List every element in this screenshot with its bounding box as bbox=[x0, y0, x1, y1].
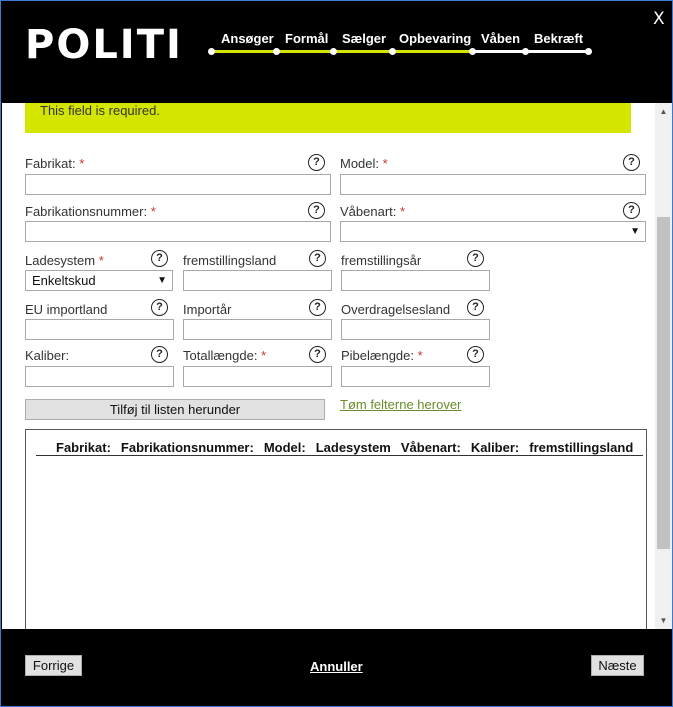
kaliber-help-icon[interactable]: ? bbox=[151, 346, 168, 363]
pibelaengde-label: Pibelængde: * bbox=[341, 348, 423, 363]
step-dot bbox=[389, 48, 396, 55]
step-ansoger[interactable]: Ansøger bbox=[221, 31, 274, 46]
eu-importland-help-icon[interactable]: ? bbox=[151, 299, 168, 316]
kaliber-input[interactable] bbox=[25, 366, 174, 387]
column-header: Fabrikat: bbox=[56, 440, 111, 455]
weapons-table bbox=[25, 429, 647, 629]
progress-line-completed bbox=[211, 50, 470, 53]
header bbox=[1, 1, 672, 103]
step-bekraeft[interactable]: Bekræft bbox=[534, 31, 584, 46]
validation-alert bbox=[25, 103, 631, 133]
ladesystem-value: Enkeltskud bbox=[32, 273, 96, 288]
scrollbar-thumb[interactable] bbox=[657, 217, 670, 549]
form-content bbox=[2, 103, 655, 629]
overdragelsesland-input[interactable] bbox=[341, 319, 490, 340]
eu-importland-label: EU importland bbox=[25, 302, 108, 317]
validation-message: This field is required. bbox=[40, 103, 160, 118]
step-dot bbox=[585, 48, 592, 55]
pibelaengde-input[interactable] bbox=[341, 366, 490, 387]
fremstillingsaar-input[interactable] bbox=[341, 270, 490, 291]
fabrikat-input[interactable] bbox=[25, 174, 331, 195]
politi-logo: POLITI bbox=[25, 22, 183, 68]
vaabenart-select[interactable] bbox=[340, 221, 646, 242]
chevron-down-icon: ▼ bbox=[157, 275, 167, 286]
column-header: Fabrikationsnummer: bbox=[120, 440, 254, 455]
step-saelger[interactable]: Sælger bbox=[342, 31, 387, 46]
importaar-help-icon[interactable]: ? bbox=[309, 299, 326, 316]
table-header-row bbox=[36, 440, 643, 456]
footer bbox=[1, 629, 672, 706]
importaar-input[interactable] bbox=[183, 319, 332, 340]
fremstillingsland-label: fremstillingsland bbox=[183, 253, 277, 268]
totallaengde-label: Totallængde: * bbox=[183, 348, 267, 363]
totallaengde-help-icon[interactable]: ? bbox=[309, 346, 326, 363]
fabrikat-help-icon[interactable]: ? bbox=[308, 154, 325, 171]
vaabenart-help-icon[interactable]: ? bbox=[623, 202, 640, 219]
pibelaengde-help-icon[interactable]: ? bbox=[467, 346, 484, 363]
ladesystem-help-icon[interactable]: ? bbox=[151, 250, 168, 267]
step-vaaben[interactable]: Våben bbox=[481, 31, 521, 46]
fremstillingsaar-help-icon[interactable]: ? bbox=[467, 250, 484, 267]
overdragelsesland-label: Overdragelsesland bbox=[341, 302, 451, 317]
chevron-down-icon: ▼ bbox=[630, 226, 640, 237]
cancel-link[interactable]: Annuller bbox=[310, 659, 363, 674]
column-header: fremstillingsland bbox=[529, 440, 634, 455]
scroll-up-arrow-icon[interactable]: ▲ bbox=[659, 107, 668, 116]
scroll-down-arrow-icon[interactable]: ▼ bbox=[659, 616, 668, 625]
step-dot bbox=[330, 48, 337, 55]
ladesystem-select[interactable] bbox=[25, 270, 173, 291]
overdragelsesland-help-icon[interactable]: ? bbox=[467, 299, 484, 316]
vertical-scrollbar[interactable] bbox=[655, 103, 672, 629]
model-input[interactable] bbox=[340, 174, 646, 195]
fabrikationsnummer-help-icon[interactable]: ? bbox=[308, 202, 325, 219]
clear-fields-link[interactable]: Tøm felterne herover bbox=[340, 397, 462, 412]
step-dot bbox=[273, 48, 280, 55]
model-help-icon[interactable]: ? bbox=[623, 154, 640, 171]
fabrikationsnummer-input[interactable] bbox=[25, 221, 331, 242]
fabrikationsnummer-label: Fabrikationsnummer: * bbox=[25, 204, 156, 219]
step-dot bbox=[208, 48, 215, 55]
add-to-list-button[interactable]: Tilføj til listen herunder bbox=[25, 399, 325, 420]
fremstillingsland-input[interactable] bbox=[183, 270, 332, 291]
next-button[interactable]: Næste bbox=[591, 655, 644, 676]
step-dot bbox=[522, 48, 529, 55]
column-header: Kaliber: bbox=[470, 440, 520, 455]
model-label: Model: * bbox=[340, 156, 388, 171]
close-button[interactable]: X bbox=[653, 9, 665, 29]
importaar-label: Importår bbox=[183, 302, 232, 317]
kaliber-label: Kaliber: bbox=[25, 348, 70, 363]
progress-line-remaining bbox=[470, 50, 589, 53]
progress-steps bbox=[211, 29, 591, 59]
eu-importland-input[interactable] bbox=[25, 319, 174, 340]
column-header: Våbenart: bbox=[400, 440, 461, 455]
fabrikat-label: Fabrikat: * bbox=[25, 156, 85, 171]
step-formaal[interactable]: Formål bbox=[285, 31, 329, 46]
column-header: Model: bbox=[263, 440, 306, 455]
step-dot bbox=[469, 48, 476, 55]
totallaengde-input[interactable] bbox=[183, 366, 332, 387]
step-opbevaring[interactable]: Opbevaring bbox=[399, 31, 472, 46]
column-header: Ladesystem bbox=[315, 440, 391, 455]
vaabenart-label: Våbenart: * bbox=[340, 204, 406, 219]
fremstillingsaar-label: fremstillingsår bbox=[341, 253, 422, 268]
ladesystem-label: Ladesystem * bbox=[25, 253, 104, 268]
fremstillingsland-help-icon[interactable]: ? bbox=[309, 250, 326, 267]
previous-button[interactable]: Forrige bbox=[25, 655, 82, 676]
